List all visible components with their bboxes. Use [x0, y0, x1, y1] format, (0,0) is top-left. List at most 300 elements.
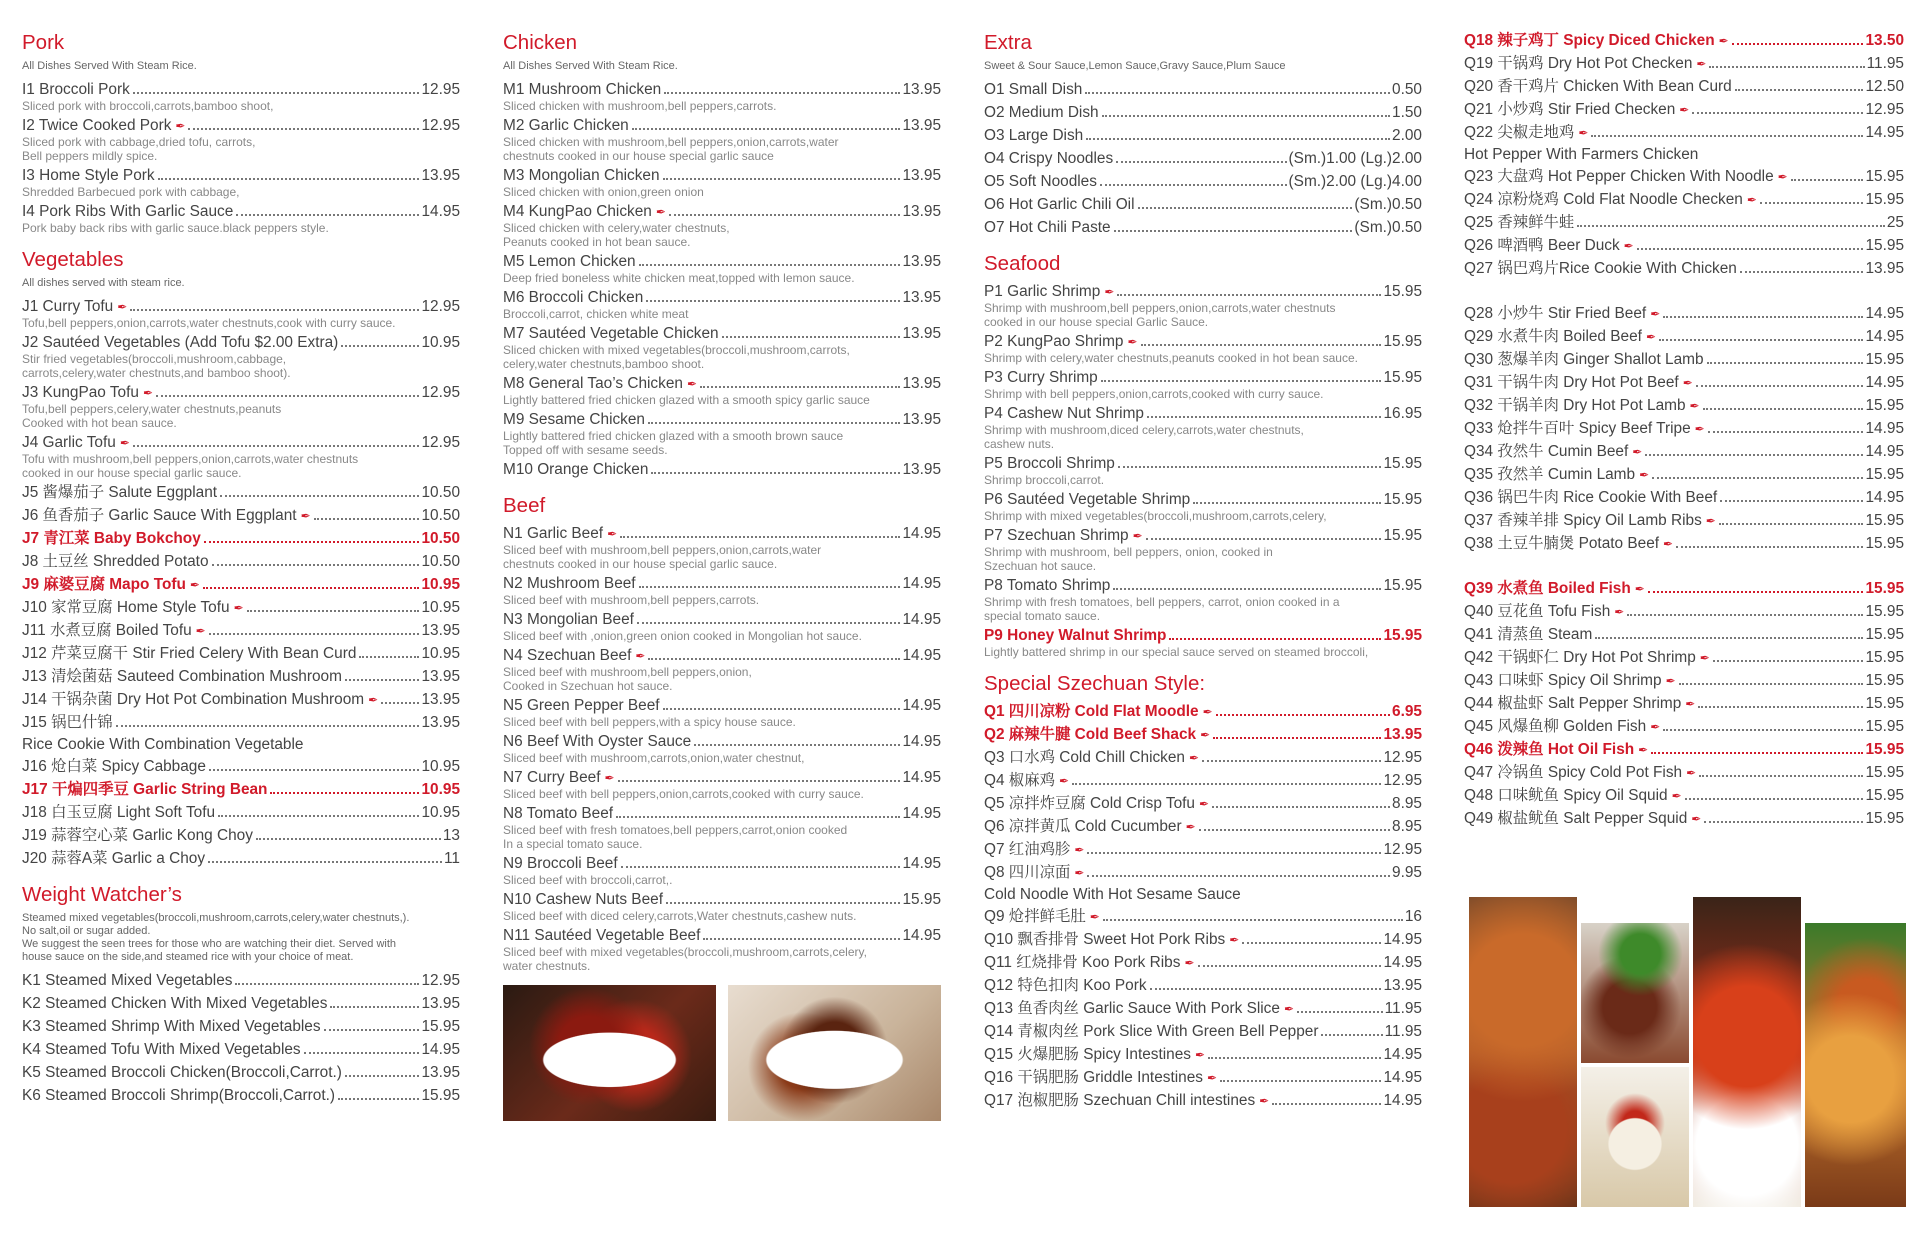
menu-item-name: J13 清烩菌菇 Sauteed Combination Mushroom: [22, 668, 342, 685]
chili-pepper-icon: ✒: [1691, 812, 1702, 826]
menu-item-row: [22, 779, 460, 801]
menu-item-price: 13.95: [421, 622, 460, 639]
menu-item-row: [984, 125, 1422, 147]
menu-item-name: M2 Garlic Chicken: [503, 117, 629, 134]
menu-item-price: 12.95: [1383, 841, 1422, 858]
chili-pepper-icon: ✒: [1127, 335, 1138, 349]
chili-pepper-icon: ✒: [1074, 843, 1085, 857]
food-photo-noodle-chicken: [1469, 897, 1577, 1207]
menu-item: [1464, 464, 1904, 486]
menu-item-name: Q20 香干鸡片 Chicken With Bean Curd: [1464, 78, 1732, 95]
menu-item: [984, 975, 1422, 997]
menu-item-name: P4 Cashew Nut Shrimp: [984, 405, 1144, 422]
menu-item-description: Sliced beef with mushroom,bell peppers,onion,carrots,water chestnuts cooked in our house special garlic sauce.: [503, 543, 822, 571]
menu-item: [22, 1085, 460, 1107]
dot-leader: [1791, 179, 1864, 181]
dot-leader: [651, 472, 900, 474]
menu-item-price: 15.95: [1383, 333, 1422, 350]
menu-item-row: [984, 575, 1422, 597]
menu-item-price: 8.95: [1392, 818, 1422, 835]
dot-leader: [1704, 821, 1863, 823]
menu-item-row: [503, 165, 941, 187]
dot-leader: [1116, 161, 1286, 163]
menu-item-row: [22, 689, 460, 711]
menu-item: [984, 217, 1422, 239]
section-note: All Dishes Served With Steam Rice.: [22, 60, 197, 72]
menu-item-price: (Sm.)0.50: [1354, 196, 1422, 213]
dot-leader: [664, 92, 900, 94]
chili-pepper-icon: ✒: [1650, 720, 1661, 734]
menu-item: [984, 770, 1422, 792]
dot-leader: [1101, 380, 1382, 382]
menu-item-name: N1 Garlic Beef: [503, 525, 604, 542]
dot-leader: [620, 536, 900, 538]
menu-item-name: N4 Szechuan Beef: [503, 647, 632, 664]
menu-item-description: Sliced beef with ,onion,green onion cooked in Mongolian hot sauce.: [503, 629, 862, 643]
menu-item-name: Q49 椒盐鱿鱼 Salt Pepper Squid: [1464, 810, 1688, 827]
menu-item-price: 13.95: [421, 995, 460, 1012]
menu-item-price: 14.95: [902, 805, 941, 822]
menu-item-price: 15.95: [1865, 168, 1904, 185]
menu-item-price: 14.95: [1865, 443, 1904, 460]
menu-item-name: Q2 麻辣牛腱 Cold Beef Shack: [984, 726, 1197, 743]
dot-leader: [1699, 775, 1863, 777]
dot-leader: [1272, 1103, 1381, 1105]
menu-item-row: [984, 331, 1422, 353]
chili-pepper-icon: ✒: [1682, 376, 1693, 390]
menu-item-price: 6.95: [1392, 703, 1422, 720]
menu-item-price: 13.95: [902, 253, 941, 270]
food-photo-chili-chicken: [503, 985, 716, 1121]
menu-item-name: Q3 口水鸡 Cold Chill Chicken: [984, 749, 1185, 766]
dot-leader: [1297, 1011, 1383, 1013]
menu-item-name: N7 Curry Beef: [503, 769, 601, 786]
menu-item-price: 13.50: [1865, 32, 1904, 49]
menu-item-description: Shrimp with mushroom,bell peppers,onion,carrots,water chestnuts cooked in our house special Garlic Sauce.: [984, 301, 1336, 329]
menu-item: [22, 666, 460, 688]
menu-item-price: 15.95: [1865, 649, 1904, 666]
menu-item-name: Q1 四川凉粉 Cold Flat Moodle: [984, 703, 1199, 720]
menu-item: [503, 409, 941, 457]
menu-item: [503, 459, 941, 481]
menu-item-row: [984, 453, 1422, 475]
dot-leader: [1113, 588, 1381, 590]
menu-item-price: 14.95: [902, 769, 941, 786]
menu-item-price: 15.95: [1383, 455, 1422, 472]
menu-item: [503, 373, 941, 407]
chili-pepper-icon: ✒: [117, 300, 128, 314]
menu-item-name: Q45 风爆鱼柳 Golden Fish: [1464, 718, 1647, 735]
menu-item-row: [984, 525, 1422, 547]
dot-leader: [700, 386, 900, 388]
chili-pepper-icon: ✒: [1665, 674, 1676, 688]
menu-item: [503, 803, 941, 851]
menu-item-name: N3 Mongolian Beef: [503, 611, 634, 628]
menu-item-row: [503, 803, 941, 825]
menu-item: [22, 432, 460, 480]
menu-item-name: K1 Steamed Mixed Vegetables: [22, 972, 233, 989]
dot-leader: [621, 866, 901, 868]
dot-leader: [1659, 339, 1863, 341]
menu-item-row: [22, 643, 460, 665]
menu-item-price: 12.95: [421, 384, 460, 401]
menu-item-row: [1464, 739, 1904, 761]
dot-leader: [1713, 660, 1864, 662]
menu-item: [1464, 808, 1904, 830]
dot-leader: [1102, 115, 1390, 117]
menu-item-name: P7 Szechuan Shrimp: [984, 527, 1129, 544]
menu-item: [22, 1039, 460, 1061]
menu-item-description: Tofu with mushroom,bell peppers,onion,carrots,water chestnuts cooked in our house special garlic sauce.: [22, 452, 359, 480]
menu-item-row: [1464, 349, 1904, 371]
menu-item: [1464, 122, 1904, 144]
menu-item: [984, 747, 1422, 769]
menu-item: [984, 1021, 1422, 1043]
dot-leader: [1150, 988, 1382, 990]
menu-section: [22, 882, 460, 1107]
dot-leader: [646, 300, 900, 302]
menu-item-row: [984, 367, 1422, 389]
chili-pepper-icon: ✒: [1283, 1002, 1294, 1016]
menu-item-price: 15.95: [1383, 491, 1422, 508]
menu-item-price: 13.95: [902, 81, 941, 98]
menu-item-price: 15.95: [1865, 237, 1904, 254]
menu-item: [503, 695, 941, 729]
menu-item: [503, 323, 941, 371]
chili-pepper-icon: ✒: [142, 386, 154, 400]
menu-item-price: 12.95: [421, 81, 460, 98]
section-title: Special Szechuan Style:: [984, 672, 1206, 695]
chili-pepper-icon: ✒: [1705, 514, 1716, 528]
menu-item-price: 15.95: [1865, 603, 1904, 620]
menu-item-row: [1464, 693, 1904, 715]
menu-item-description: Shrimp with mushroom, bell peppers, onion, cooked in Szechuan hot sauce.: [984, 545, 1273, 573]
menu-item: [503, 925, 941, 973]
dot-leader: [247, 610, 420, 612]
chili-pepper-icon: ✒: [1696, 57, 1707, 71]
dot-leader: [1087, 852, 1381, 854]
menu-item-name: J16 炝白菜 Spicy Cabbage: [22, 758, 206, 775]
menu-item-row: [984, 1067, 1422, 1089]
chili-pepper-icon: ✒: [1614, 605, 1625, 619]
dot-leader: [1703, 408, 1864, 410]
menu-item-price: 12.95: [1383, 749, 1422, 766]
menu-column-3: [984, 30, 1422, 1124]
menu-item-row: [1464, 258, 1904, 280]
menu-item-row: [503, 373, 941, 395]
menu-item-description: Sliced chicken with mushroom,bell peppers,onion,carrots,water chestnuts cooked in our house special garlic sauce: [503, 135, 839, 163]
menu-item: [1464, 53, 1904, 75]
menu-item: [1464, 235, 1904, 257]
menu-item-price: 14.95: [902, 575, 941, 592]
menu-item-price: 8.95: [1392, 795, 1422, 812]
menu-item-row: [1464, 510, 1904, 532]
menu-item-name: J6 鱼香茄子 Garlic Sauce With Eggplant: [22, 507, 297, 524]
dot-leader: [1103, 919, 1403, 921]
menu-item: [503, 251, 941, 285]
dot-leader: [381, 702, 419, 704]
menu-item-row: [22, 79, 460, 101]
menu-item-row: [984, 816, 1422, 838]
chili-pepper-icon: ✒: [1623, 239, 1634, 253]
menu-item: [1464, 395, 1904, 417]
menu-item: [1464, 739, 1904, 761]
dot-leader: [304, 1052, 420, 1054]
menu-item-name: P6 Sautéed Vegetable Shrimp: [984, 491, 1191, 508]
chili-pepper-icon: ✒: [1638, 743, 1649, 757]
menu-item-row: [22, 332, 460, 354]
dot-leader: [345, 1075, 420, 1077]
chili-pepper-icon: ✒: [1685, 697, 1696, 711]
menu-item: [1464, 624, 1904, 646]
menu-item: [22, 597, 460, 619]
menu-item-price: 12.95: [1383, 772, 1422, 789]
chili-pepper-icon: ✒: [1200, 728, 1211, 742]
menu-item-description: Sliced chicken with celery,water chestnuts, Peanuts cooked in hot bean sauce.: [503, 221, 730, 249]
menu-item: [22, 201, 460, 235]
menu-item-row: [984, 839, 1422, 861]
menu-item-name: Q24 凉粉烧鸡 Cold Flat Noodle Checken: [1464, 191, 1743, 208]
menu-item-name: J20 蒜蓉A菜 Garlic a Choy: [22, 850, 206, 867]
dot-leader: [1085, 92, 1390, 94]
section-title: Pork: [22, 31, 65, 54]
menu-item-row: [1464, 762, 1904, 784]
menu-item-price: 15.95: [1383, 577, 1422, 594]
dot-leader: [703, 938, 900, 940]
dot-leader: [1696, 385, 1864, 387]
menu-item-price: 14.95: [1383, 954, 1422, 971]
menu-item-description: Shrimp with fresh tomatoes, bell peppers, carrot, onion cooked in a special tomato sauce.: [984, 595, 1340, 623]
menu-item-row: [1464, 601, 1904, 623]
food-photo-cold-noodles: [1581, 1067, 1689, 1207]
menu-item-name: Q11 红烧排骨 Koo Pork Ribs: [984, 954, 1181, 971]
dot-leader: [218, 815, 419, 817]
menu-item-description: Sliced chicken with mixed vegetables(broccoli,mushroom,carrots, celery,water chestnuts,bamboo shoot.: [503, 343, 850, 371]
menu-item-price: 10.95: [421, 576, 460, 593]
menu-item-price: 13.95: [902, 289, 941, 306]
menu-item-name: Q10 飘香排骨 Sweet Hot Pork Ribs: [984, 931, 1226, 948]
dot-leader: [722, 336, 901, 338]
menu-item-description: Sliced pork with cabbage,dried tofu, carrots, Bell peppers mildly spice.: [22, 135, 256, 163]
menu-item-description: Sliced beef with mushroom,bell peppers,carrots.: [503, 593, 760, 607]
menu-item-price: 16.95: [1383, 405, 1422, 422]
dot-leader: [1732, 43, 1864, 45]
menu-item-row: [503, 645, 941, 667]
menu-item-name: Q44 椒盐虾 Salt Pepper Shrimp: [1464, 695, 1682, 712]
menu-item-price: 10.50: [421, 484, 460, 501]
menu-item-row: [22, 1085, 460, 1107]
group-spacer: [1464, 281, 1904, 303]
group-spacer: [1464, 556, 1904, 578]
menu-item-description: Shrimp with mushroom,diced celery,carrots,water chestnuts, cashew nuts.: [984, 423, 1304, 451]
menu-item: [503, 767, 941, 801]
chili-pepper-icon: ✒: [1184, 956, 1195, 970]
dot-leader: [666, 902, 901, 904]
menu-item-description: Tofu,bell peppers,celery,water chestnuts,peanuts Cooked with hot bean sauce.: [22, 402, 282, 430]
menu-item-price: 13.95: [902, 167, 941, 184]
chili-pepper-icon: ✒: [175, 119, 186, 133]
menu-item-price: 1.50: [1392, 104, 1422, 121]
item-subtitle: Rice Cookie With Combination Vegetable: [22, 736, 304, 753]
menu-item-description: Sliced beef with mixed vegetables(broccoli,mushroom,carrots,celery, water chestnuts.: [503, 945, 867, 973]
menu-item: [1464, 326, 1904, 348]
dot-leader: [1698, 706, 1863, 708]
dot-leader: [1709, 66, 1864, 68]
dot-leader: [1146, 538, 1382, 540]
menu-item-price: 13.95: [902, 411, 941, 428]
dot-leader: [256, 838, 441, 840]
chili-pepper-icon: ✒: [1632, 445, 1643, 459]
menu-item-price: 13.95: [1865, 260, 1904, 277]
menu-item-row: [503, 925, 941, 947]
menu-item: [984, 331, 1422, 365]
menu-item-price: 12.95: [421, 117, 460, 134]
menu-item-name: N11 Sautéed Vegetable Beef: [503, 927, 701, 944]
menu-item: [22, 165, 460, 199]
menu-item-price: 14.95: [902, 525, 941, 542]
menu-item: [22, 970, 460, 992]
menu-item: [984, 1067, 1422, 1089]
menu-item: [22, 825, 460, 847]
dot-leader: [209, 769, 420, 771]
menu-item: [984, 906, 1422, 928]
menu-item-row: [984, 701, 1422, 723]
chili-pepper-icon: ✒: [1694, 422, 1705, 436]
menu-item-name: J14 干锅杂菌 Dry Hot Pot Combination Mushroom: [22, 691, 365, 708]
menu-item: [1464, 76, 1904, 98]
menu-item-price: 12.50: [1865, 78, 1904, 95]
chili-pepper-icon: ✒: [1229, 933, 1240, 947]
chili-pepper-icon: ✒: [195, 624, 206, 638]
menu-item-price: 13.95: [421, 668, 460, 685]
dot-leader: [1692, 112, 1863, 114]
menu-item-row: [1464, 30, 1904, 52]
menu-item: [22, 802, 460, 824]
menu-item-price: 15.95: [1865, 695, 1904, 712]
menu-item-price: 14.95: [902, 611, 941, 628]
menu-item: [1464, 189, 1904, 211]
dot-leader: [1212, 806, 1390, 808]
menu-item-row: [984, 194, 1422, 216]
dot-leader: [1114, 230, 1353, 232]
menu-item-row: [22, 1016, 460, 1038]
menu-column-4: [1464, 30, 1904, 842]
menu-item-name: P8 Tomato Shrimp: [984, 577, 1111, 594]
dot-leader: [133, 92, 420, 94]
food-photo-spicy-chicken: [1805, 923, 1906, 1207]
menu-item-name: Q5 凉拌炸豆腐 Cold Crisp Tofu: [984, 795, 1195, 812]
dot-leader: [1648, 591, 1864, 593]
dot-leader: [1216, 714, 1390, 716]
menu-item-name: J4 Garlic Tofu: [22, 434, 116, 451]
menu-item-name: P2 KungPao Shrimp: [984, 333, 1124, 350]
menu-item-description: Lightly battered fried chicken glazed with a smooth spicy garlic sauce: [503, 393, 870, 407]
menu-item: [1464, 418, 1904, 440]
menu-item-name: Q27 锅巴鸡片Rice Cookie With Chicken: [1464, 260, 1737, 277]
chili-pepper-icon: ✒: [686, 377, 697, 391]
menu-item-name: Q31 干锅牛肉 Dry Hot Pot Beef: [1464, 374, 1679, 391]
menu-item-price: 13.95: [902, 461, 941, 478]
dot-leader: [1199, 829, 1390, 831]
chili-pepper-icon: ✒: [607, 527, 618, 541]
menu-item-name: Q4 椒麻鸡: [984, 772, 1055, 789]
menu-item-row: [1464, 212, 1904, 234]
menu-item-name: I3 Home Style Pork: [22, 167, 155, 184]
chili-pepper-icon: ✒: [1185, 820, 1196, 834]
menu-item-description: Lightly battered fried chicken glazed with a smooth brown sauce Topped off with sesame seeds.: [503, 429, 844, 457]
menu-item-price: 14.95: [1383, 1092, 1422, 1109]
menu-item-row: [1464, 441, 1904, 463]
menu-item: [22, 79, 460, 113]
menu-item-row: [503, 323, 941, 345]
menu-item-name: Q38 土豆牛腩煲 Potato Beef: [1464, 535, 1660, 552]
menu-item-name: J7 青江菜 Baby Bokchoy: [22, 530, 201, 547]
menu-item-name: J8 土豆丝 Shredded Potato: [22, 553, 209, 570]
menu-item-price: 15.95: [1383, 627, 1422, 644]
menu-item-name: Q35 孜然羊 Cumin Lamb: [1464, 466, 1636, 483]
menu-item-price: 11.95: [1384, 1000, 1422, 1017]
menu-item-price: 16: [1404, 908, 1422, 925]
menu-item-name: I1 Broccoli Pork: [22, 81, 130, 98]
dot-leader: [1591, 135, 1863, 137]
menu-item-price: 10.95: [421, 781, 460, 798]
menu-item: [984, 79, 1422, 101]
menu-item-price: 15.95: [1865, 466, 1904, 483]
menu-item: [22, 528, 460, 550]
menu-item-name: P9 Honey Walnut Shrimp: [984, 627, 1167, 644]
menu-item-price: 14.95: [1865, 124, 1904, 141]
menu-item-row: [1464, 533, 1904, 555]
menu-item-name: Q8 四川凉面: [984, 864, 1071, 881]
dot-leader: [220, 495, 419, 497]
dot-leader: [1676, 546, 1863, 548]
menu-item: [984, 862, 1422, 884]
menu-item: [984, 453, 1422, 487]
menu-item-row: [22, 165, 460, 187]
chili-pepper-icon: ✒: [1671, 789, 1682, 803]
menu-item-row: [22, 848, 460, 870]
menu-item-name: J12 芹菜豆腐干 Stir Fried Celery With Bean Curd: [22, 645, 357, 662]
menu-item-price: 10.95: [421, 758, 460, 775]
menu-item-name: Q29 水煮牛肉 Boiled Beef: [1464, 328, 1642, 345]
menu-item-price: 10.95: [421, 804, 460, 821]
dot-leader: [330, 1006, 419, 1008]
menu-item-row: [22, 551, 460, 573]
menu-item: [984, 367, 1422, 401]
dot-leader: [133, 445, 420, 447]
menu-item-row: [503, 889, 941, 911]
dot-leader: [1169, 638, 1381, 640]
menu-item: [984, 724, 1422, 746]
menu-item: [984, 125, 1422, 147]
menu-item-row: [984, 747, 1422, 769]
menu-item-row: [984, 975, 1422, 997]
menu-item: [22, 712, 460, 734]
menu-item-price: 13.95: [421, 714, 460, 731]
menu-item: [1464, 578, 1904, 600]
chili-pepper-icon: ✒: [300, 509, 311, 523]
dot-leader: [1735, 89, 1864, 91]
menu-item-description: Sliced chicken with onion,green onion: [503, 185, 704, 199]
menu-item-price: 9.95: [1392, 864, 1422, 881]
menu-item: [1464, 166, 1904, 188]
menu-item-row: [22, 712, 460, 734]
dot-leader: [130, 309, 419, 311]
menu-item: [1464, 670, 1904, 692]
menu-item-row: [984, 770, 1422, 792]
menu-item-description: Shrimp with mixed vegetables(broccoli,mushroom,carrots,celery,: [984, 509, 1327, 523]
dot-leader: [1117, 294, 1381, 296]
